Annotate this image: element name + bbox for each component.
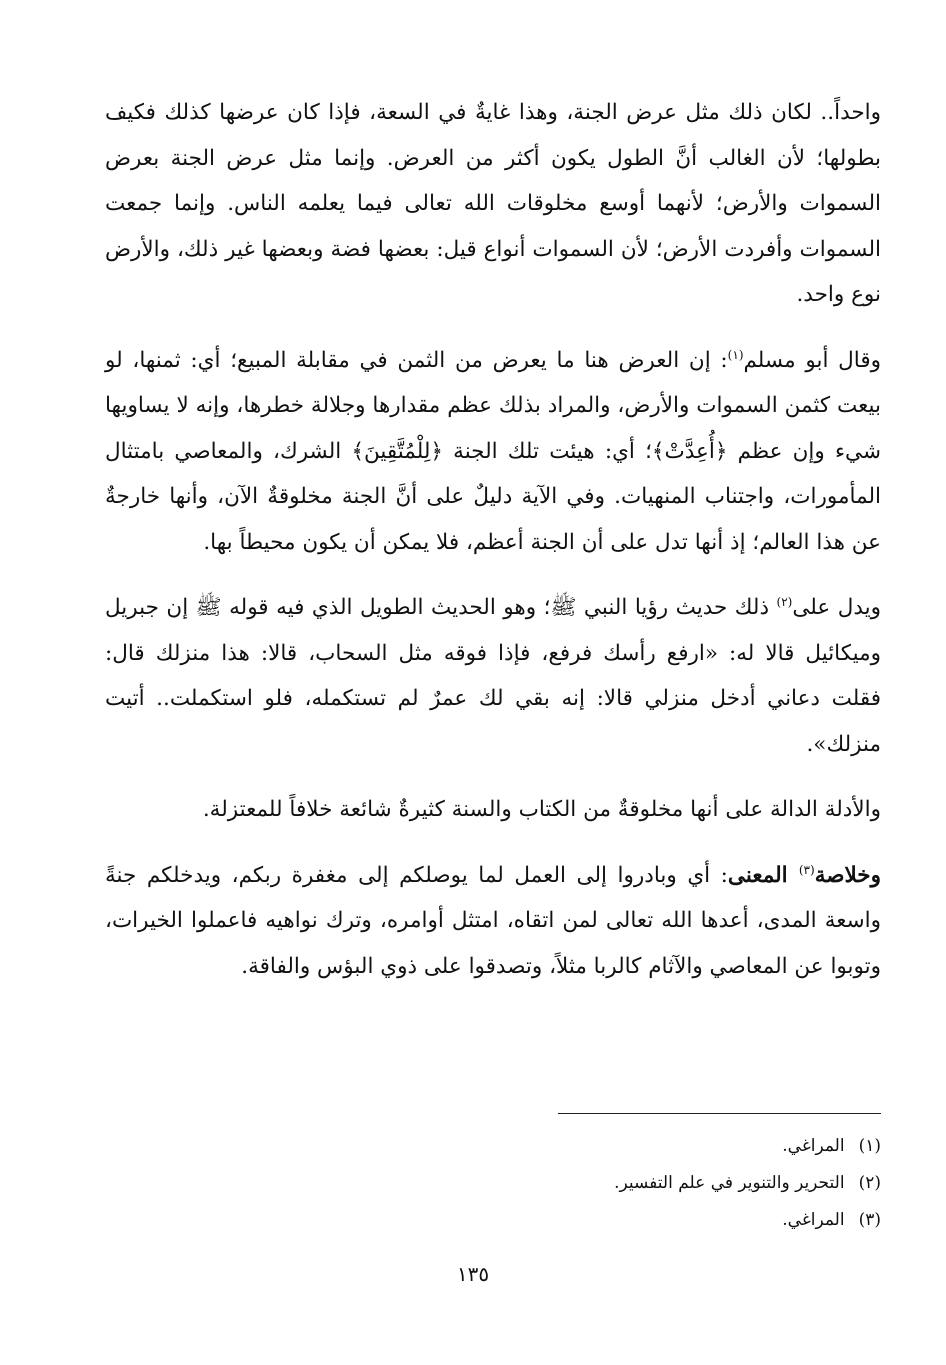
paragraph-2-lead: وقال أبو مسلم — [743, 347, 881, 373]
paragraph-5 — [105, 853, 881, 990]
paragraph-5-text: : أي وبادروا إلى العمل لما يوصلكم إلى مغفرة ربكم، ويدخلكم جنةً واسعة المدى، أعدها الله تعالى لمن اتقاه، امتثل أوامره، وترك نواهيه فاعملوا الخيرات، وتوبوا عن المعاصي والآثام كالربا مثلاً، وتصدقوا على ذوي البؤس والفاقة. — [105, 862, 881, 979]
summary-heading-word-1: وخلاصة — [814, 862, 881, 888]
page-number: ١٣٥ — [456, 1262, 490, 1286]
footnote-2 — [105, 1165, 881, 1202]
paragraph-1-text: واحداً.. لكان ذلك مثل عرض الجنة، وهذا غايةٌ في السعة، فإذا كان عرضها كذلك فكيف بطولها؛ لأن الغالب أنَّ الطول يكون أكثر من العرض. وإنما مثل عرض الجنة بعرض السموات والأرض؛ لأنهما أوسع مخلوقات الله تعالى فيما يعلمه الناس. وإنما جمعت السموات وأفردت الأرض؛ لأن السموات أنواع قيل: بعضها فضة وبعضها غير ذلك، والأرض نوع واحد. — [105, 100, 881, 307]
paragraph-3-text: ذلك حديث رؤيا النبي ﷺ؛ وهو الحديث الطويل الذي فيه قوله ﷺ إن جبريل وميكائيل قالا له: «ارفع رأسك فرفع، فإذا فوقه مثل السحاب، قالا: هذا منزلك قال: فقلت دعاني أدخل منزلي قالا: إنه بقي لك عمرٌ لم تستكمله، فلو استكملت.. أتيت منزلك». — [105, 595, 881, 757]
footnote-3-number: (٣) — [858, 1210, 881, 1230]
paragraph-3 — [105, 585, 881, 767]
footnote-ref-1: (١) — [727, 347, 744, 362]
footnote-1-text: المراغي. — [782, 1136, 845, 1156]
paragraph-3-lead: ويدل على — [792, 595, 881, 620]
footnote-ref-3: (٣) — [798, 862, 815, 877]
paragraph-2 — [105, 338, 881, 566]
footnote-ref-2: (٢) — [776, 594, 793, 609]
footnote-1-number: (١) — [858, 1136, 881, 1156]
footnote-1 — [105, 1128, 881, 1165]
main-text — [105, 90, 881, 1009]
paragraph-1 — [105, 90, 881, 318]
summary-heading-word-2: المعنى — [727, 862, 799, 888]
footnote-2-number: (٢) — [858, 1173, 881, 1193]
paragraph-4-text: والأدلة الدالة على أنها مخلوقةٌ من الكتاب والسنة كثيرةٌ شائعة خلافاً للمعتزلة. — [202, 797, 881, 822]
footnote-3-text: المراغي. — [782, 1210, 845, 1230]
footnotes — [105, 1128, 881, 1239]
footnote-separator — [558, 1113, 881, 1114]
paragraph-2-text: : إن العرض هنا ما يعرض من الثمن في مقابلة المبيع؛ أي: ثمنها، لو بيعت كثمن السموات والأرض، والمراد بذلك عظم مقدارها وجلالة خطرها، وإنه لا يساويها شيء وإن عظم ﴿أُعِدَّتْ﴾؛ أي: هيئت تلك الجنة ﴿لِلْمُتَّقِينَ﴾ الشرك، والمعاصي بامتثال المأمورات، واجتناب المنهيات. وفي الآية دليلٌ على أنَّ الجنة مخلوقةٌ الآن، وأنها خارجةٌ عن هذا العالم؛ إذ أنها تدل على أن الجنة أعظم، فلا يمكن أن يكون محيطاً بها. — [105, 347, 881, 555]
paragraph-4 — [105, 787, 881, 833]
footnote-3 — [105, 1202, 881, 1239]
footnote-2-text: التحرير والتنوير في علم التفسير. — [614, 1173, 845, 1193]
